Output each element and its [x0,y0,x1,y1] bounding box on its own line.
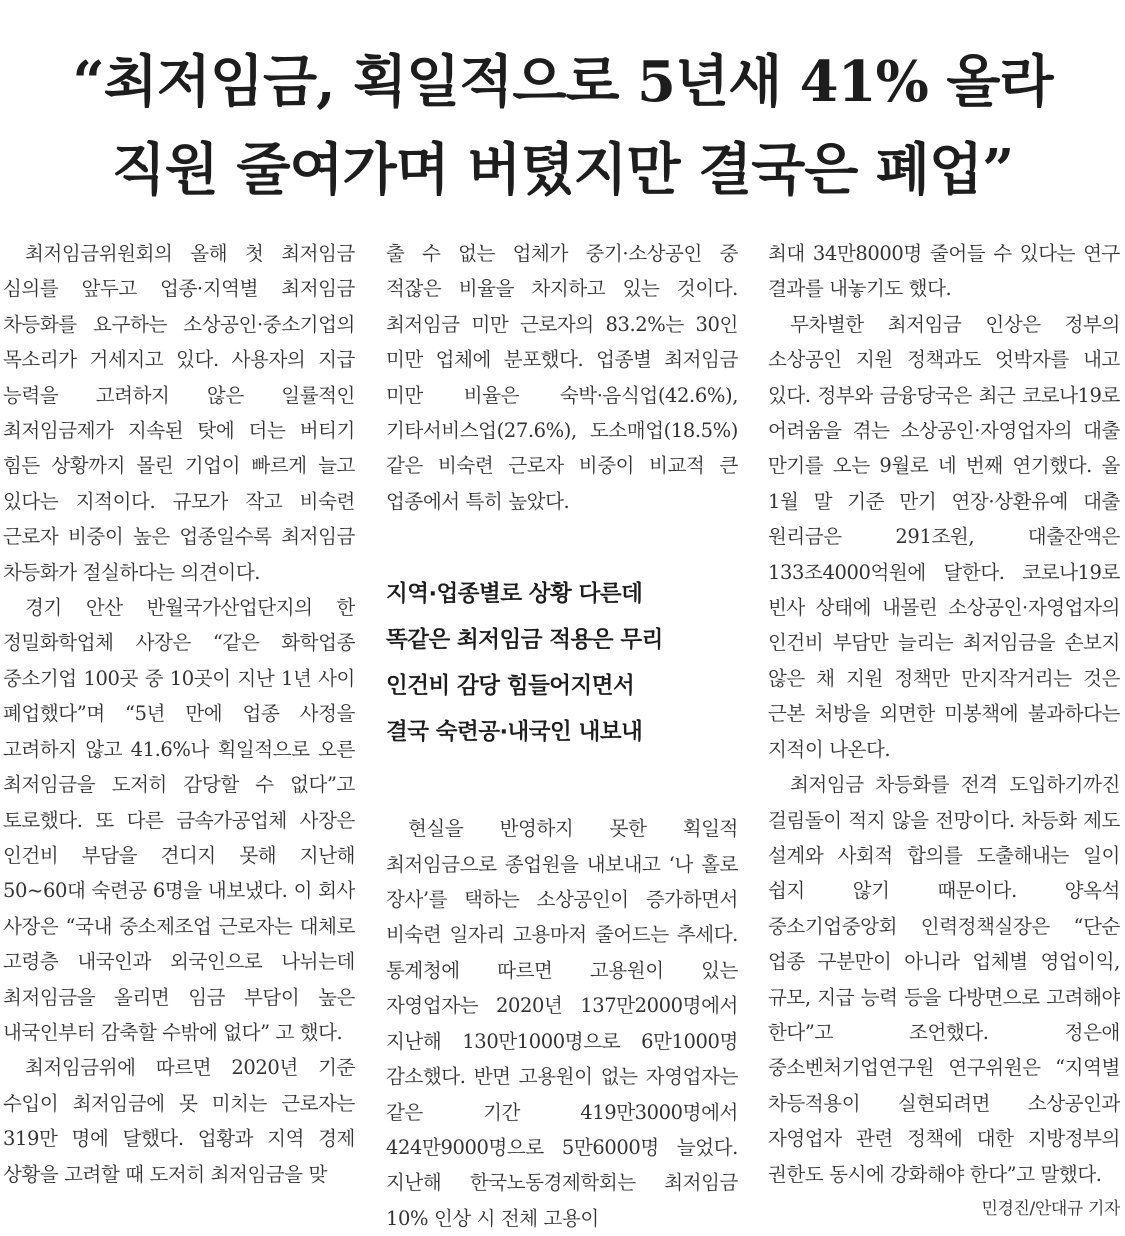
paragraph: 현실을 반영하지 못한 획일적 최저임금으로 종업원을 내보내고 ‘나 홀로 장사’를 택하는 소상공인이 증가하면서 비숙련 일자리 고용마저 줄어드는 추세다. 통계청에 따르면 고용원이 있는 자영업자는 2020년 137만2000명에서 지난해 130만1000명으로 6만1000명 감소했다. 반면 고용원이 없는 자영업자는 같은 기간 419만3000명에서 424만9000명으로 5만6000명 늘었다. 지난해 한국노동경제학회는 최저임금 10% 인상 시 전체 고용이 [386,817,738,1230]
subheadline-line-4: 결국 숙련공·내국인 내보내 [386,719,643,746]
headline [0,38,1125,214]
byline: 민경진/안대규 기자 [981,1198,1120,1219]
paragraph: 무차별한 최저임금 인상은 정부의 소상공인 지원 정책과도 엇박자를 내고 있다. 정부와 금융당국은 최근 코로나19로 어려움을 겪는 소상공인·자영업자의 대출 만기를 오는 9월로 네 번째 연기했다. 올 1월 말 기준 만기 연장·상환유예 대출 원리금은 291조원, 대출잔액은 133조4000억원에 달한다. 코로나19로 빈사 상태에 내몰린 소상공인·자영업자의 인건비 부담만 늘리는 최저임금을 손보지 않은 채 지원 정책만 만지작거리는 것은 근본 처방을 외면한 미봉책에 불과하다는 지적이 나온다. [768,312,1120,761]
article-column-3 [768,236,1120,1227]
subheadline-line-2: 똑같은 최저임금 적용은 무리 [386,627,663,654]
subheadline-line-1: 지역·업종별로 상황 다른데 [386,581,643,608]
subheadline-line-3: 인건비 감당 힘들어지면서 [386,673,635,700]
subheadline [386,571,738,755]
headline-line-2: 직원 줄여가며 버텼지만 결국은 폐업” [111,137,1014,203]
paragraph: 최저임금 차등화를 전격 도입하기까진 걸림돌이 적지 않을 전망이다. 차등화 제도 설계와 사회적 합의를 도출해내는 일이 쉽지 않기 때문이다. 양옥석 중소기업중앙회 인력정책실장은 “단순 업종 구분만이 아니라 업체별 영업이익, 규모, 지급 능력 등을 다방면으로 고려해야 한다”고 조언했다. 정은애 중소벤처기업연구원 연구위원은 “지역별 차등적용이 실현되려면 소상공인과 자영업자 관련 정책에 대한 지방정부의 권한도 동시에 강화해야 한다”고 말했다. [768,773,1120,1186]
paragraph: 경기 안산 반월국가산업단지의 한 정밀화학업체 사장은 “같은 화학업종 중소기업 100곳 중 10곳이 지난 1년 사이 폐업했다”며 “5년 만에 업종 사정을 고려하지 않고 41.6%나 획일적으로 오른 최저임금을 도저히 감당할 수 없다”고 토로했다. 또 다른 금속가공업체 사장은 인건비 부담을 견디지 못해 지난해 50~60대 숙련공 6명을 내보냈다. 이 회사 사장은 “국내 중소제조업 근로자는 대체로 고령층 내국인과 외국인으로 나뉘는데 최저임금을 올리면 임금 부담이 높은 내국인부터 감축할 수밖에 없다” 고 했다. [3,596,355,1044]
paragraph: 최대 34만8000명 줄어들 수 있다는 연구 결과를 내놓기도 했다. [768,242,1120,301]
headline-line-1: “최저임금, 획일적으로 5년새 41% 올라 [72,49,1053,115]
paragraph: 최저임금위에 따르면 2020년 기준 수입이 최저임금에 못 미치는 근로자는 319만 명에 달했다. 업황과 지역 경제 상황을 고려할 때 도저히 최저임금을 맞 [3,1056,355,1186]
article-column-2 [386,236,738,1236]
article-column-1 [3,236,355,1192]
paragraph: 최저임금위원회의 올해 첫 최저임금 심의를 앞두고 업종·지역별 최저임금 차등화를 요구하는 소상공인·중소기업의 목소리가 거세지고 있다. 사용자의 지급 능력을 고려하지 않은 일률적인 최저임금제가 지속된 탓에 더는 버티기 힘든 상황까지 몰린 기업이 빠르게 늘고 있다는 지적이다. 규모가 작고 비숙련 근로자 비중이 높은 업종일수록 최저임금 차등화가 절실하다는 의견이다. [3,242,355,584]
paragraph: 출 수 없는 업체가 중기·소상공인 중 적잖은 비율을 차지하고 있는 것이다. 최저임금 미만 근로자의 83.2%는 30인 미만 업체에 분포했다. 업종별 최저임금 미만 비율은 숙박·음식업(42.6%), 기타서비스업(27.6%), 도소매업(18.5%) 같은 비숙련 근로자 비중이 비교적 큰 업종에서 특히 높았다. [386,242,738,513]
